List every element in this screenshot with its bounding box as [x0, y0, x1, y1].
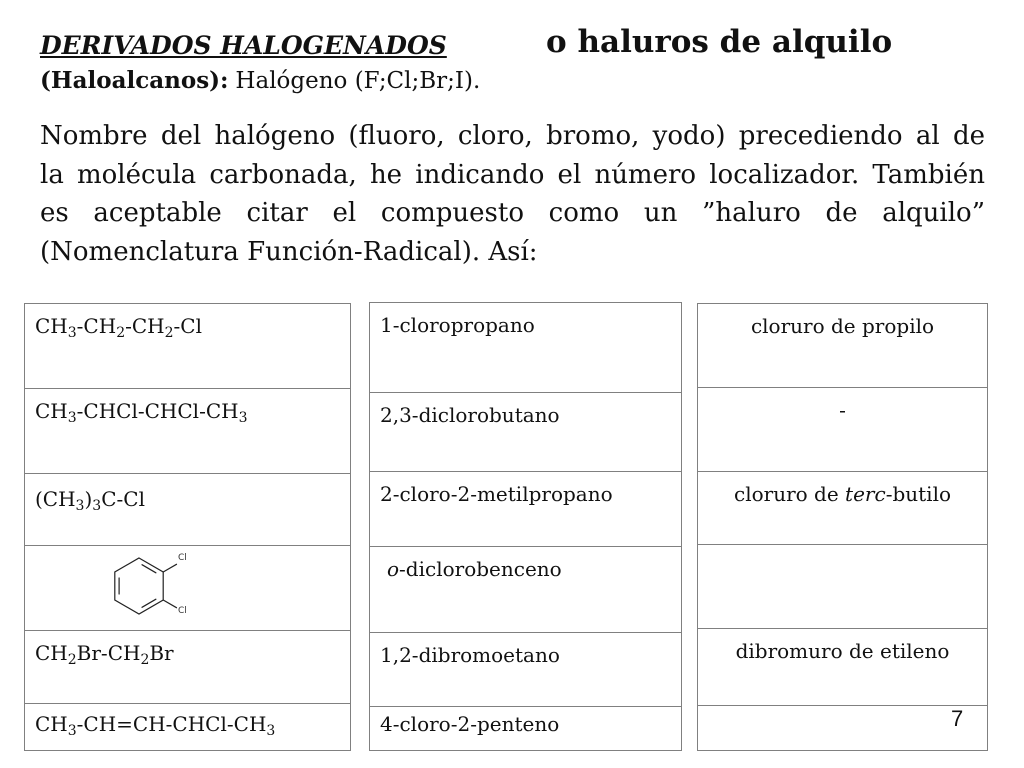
slide-title-alternative: o haluros de alquilo — [546, 24, 893, 60]
table-row — [698, 472, 987, 545]
table-row — [25, 389, 350, 474]
formula-subscript: 2 — [140, 652, 150, 668]
formula-segment: CH — [35, 314, 68, 338]
common-name: cloruro de — [734, 482, 846, 506]
iupac-name: 2,3-diclorobutano — [380, 403, 560, 427]
chlorine-label: Cl — [178, 553, 187, 563]
table-row — [370, 472, 681, 547]
table-row-empty — [698, 545, 987, 629]
formula-subscript: 3 — [92, 498, 102, 514]
formula-segment: Br-CH — [76, 641, 141, 665]
paragraph-line: es aceptable citar el compuesto como un ”haluro de alquilo” — [40, 198, 985, 228]
iupac-name: 2-cloro-2-metilpropano — [380, 482, 613, 506]
common-name: dibromuro de etileno — [735, 639, 950, 663]
formula-segment: -CH — [76, 314, 117, 338]
table-row — [370, 303, 681, 393]
common-name: - — [839, 398, 846, 422]
iupac-name: 1-cloropropano — [380, 313, 535, 337]
iupac-name: -diclorobenceno — [399, 557, 562, 581]
formula-segment: CH — [35, 641, 68, 665]
iupac-name-prefix: o — [387, 557, 400, 581]
formula-text — [35, 314, 203, 341]
formula-segment: CH — [35, 399, 68, 423]
iupac-name: 1,2-dibromoetano — [380, 643, 560, 667]
table-row — [370, 547, 681, 633]
formula-text — [35, 641, 174, 668]
table-row — [370, 633, 681, 707]
common-name: cloruro de propilo — [750, 314, 935, 338]
paragraph-line: Nombre del halógeno (fluoro, cloro, bromo, yodo) precediendo al de — [40, 121, 985, 151]
ring-bonds — [115, 558, 163, 614]
page-number: 7 — [951, 706, 964, 731]
formula-subscript: 2 — [116, 325, 126, 341]
formula-table — [24, 303, 351, 751]
formula-subscript: 3 — [67, 723, 77, 739]
common-name-table — [697, 303, 988, 751]
table-row — [370, 707, 681, 750]
formula-subscript: 3 — [75, 498, 85, 514]
formula-subscript: 3 — [67, 410, 77, 426]
common-name-italic: terc — [845, 482, 886, 506]
table-row — [25, 304, 350, 389]
formula-text — [35, 712, 276, 739]
common-name: -butilo — [885, 482, 951, 506]
formula-segment: Br — [149, 641, 174, 665]
formula-segment: (CH — [35, 487, 76, 511]
formula-segment: -CHCl-CHCl-CH — [76, 399, 239, 423]
formula-subscript: 2 — [164, 325, 174, 341]
subtitle-definition: Halógeno (F;Cl;Br;I). — [235, 68, 481, 94]
paragraph-line: la molécula carbonada, he indicando el número localizador. También — [40, 159, 985, 190]
formula-subscript: 2 — [67, 652, 77, 668]
table-row — [25, 704, 350, 750]
formula-segment: CH — [35, 712, 68, 736]
formula-subscript: 3 — [266, 723, 276, 739]
table-row — [25, 474, 350, 546]
iupac-name-table — [369, 302, 682, 751]
formula-segment: -CH — [125, 314, 165, 338]
table-row — [698, 304, 987, 388]
table-row — [25, 546, 350, 631]
substituent-bond — [163, 600, 176, 608]
table-row-empty — [698, 706, 987, 750]
formula-subscript: 3 — [238, 410, 248, 426]
subtitle-term: (Haloalcanos): — [40, 67, 229, 94]
table-row — [25, 631, 350, 704]
description-paragraph — [40, 117, 985, 271]
slide-title: DERIVADOS HALOGENADOS — [40, 31, 447, 60]
chlorine-label: Cl — [178, 606, 187, 616]
table-row — [370, 393, 681, 472]
subtitle — [40, 67, 480, 95]
formula-segment: C-Cl — [101, 487, 145, 511]
benzene-ring-icon — [108, 548, 198, 624]
formula-text — [35, 487, 145, 514]
iupac-name: 4-cloro-2-penteno — [380, 712, 560, 736]
formula-segment: ) — [84, 487, 93, 511]
formula-segment: -Cl — [173, 314, 203, 338]
table-row — [698, 388, 987, 472]
formula-segment: -CH=CH-CHCl-CH — [76, 712, 267, 736]
formula-subscript: 3 — [67, 325, 77, 341]
substituent-bond — [163, 564, 176, 572]
paragraph-line: (Nomenclatura Función-Radical). Así: — [40, 236, 538, 267]
table-row — [698, 629, 987, 706]
formula-text — [35, 399, 248, 426]
